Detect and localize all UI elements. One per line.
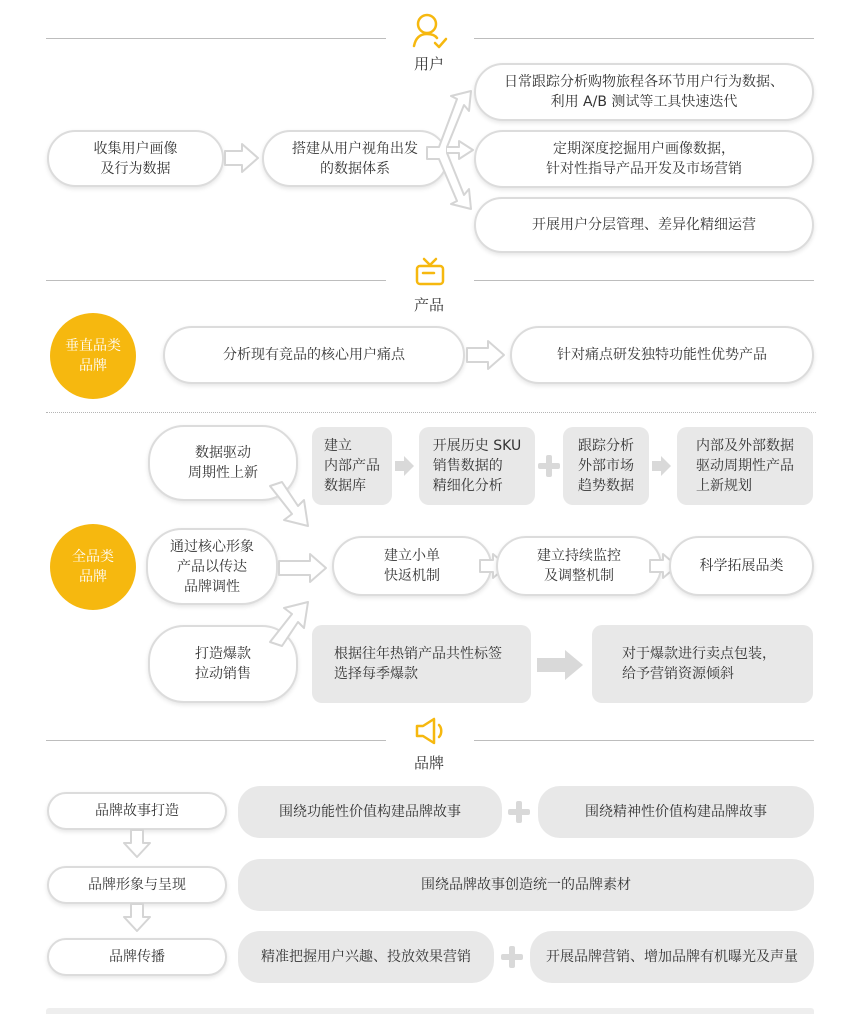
section-title-brand: 品牌	[413, 754, 444, 772]
unified-assets-pill: 围绕品牌故事创造统一的品牌素材	[238, 859, 814, 911]
outcome-segment-ops: 开展用户分层管理、差异化精细运营	[474, 197, 814, 253]
outcome-mine-profile: 定期深度挖掘用户画像数据， 针对性指导产品开发及市场营销	[474, 130, 814, 188]
hit-product-bubble: 打造爆款 拉动销售	[148, 625, 298, 703]
expand-category-node: 科学拓展品类	[669, 536, 814, 596]
build-internal-db-box: 建立 内部产品 数据库	[312, 427, 392, 505]
develop-product-node: 针对痛点研发独特功能性优势产品	[510, 326, 814, 384]
functional-story-pill: 围绕功能性价值构建品牌故事	[238, 786, 502, 838]
brand-image-stage: 品牌形象与呈现	[47, 866, 227, 904]
divider-line	[46, 38, 386, 39]
data-driven-bubble: 数据驱动 周期性上新	[148, 425, 298, 501]
analyze-pain-points-node: 分析现有竞品的核心用户痛点	[163, 326, 465, 384]
arrow-up-right-icon	[268, 598, 318, 648]
collect-user-data-node: 收集用户画像 及行为数据	[47, 130, 224, 187]
divider-line	[474, 38, 814, 39]
periodic-launch-box: 内部及外部数据 驱动周期性产品 上新规划	[677, 427, 813, 505]
arrow-right-icon	[278, 552, 328, 584]
arrow-right-icon	[466, 339, 506, 371]
arrow-down-right-icon	[268, 480, 318, 530]
user-check-icon	[412, 12, 448, 52]
divider-line	[474, 740, 814, 741]
outcome-track-behavior: 日常跟踪分析购物旅程各环节用户行为数据、 利用 A/B 测试等工具快速迭代	[474, 63, 814, 121]
arrow-right-icon	[224, 142, 260, 174]
megaphone-icon	[414, 716, 450, 746]
bottom-edge-bar	[46, 1008, 814, 1014]
tv-icon	[414, 256, 446, 288]
divider-line	[46, 280, 386, 281]
precise-marketing-pill: 精准把握用户兴趣、投放效果营销	[238, 931, 494, 983]
user-data-system-node: 搭建从用户视角出发 的数据体系	[262, 130, 448, 187]
select-hit-box: 根据往年热销产品共性标签 选择每季爆款	[312, 625, 531, 703]
arrow-right-icon	[537, 650, 583, 680]
arrow-right-icon	[395, 456, 415, 476]
plus-icon	[538, 455, 560, 477]
spiritual-story-pill: 围绕精神性价值构建品牌故事	[538, 786, 814, 838]
monitor-adjust-node: 建立持续监控 及调整机制	[496, 536, 662, 596]
sku-analysis-box: 开展历史 SKU 销售数据的 精细化分析	[419, 427, 535, 505]
brand-spread-stage: 品牌传播	[47, 938, 227, 976]
section-title-product: 产品	[413, 296, 444, 314]
hit-packaging-box: 对于爆款进行卖点包装， 给予营销资源倾斜	[592, 625, 813, 703]
divider-line	[474, 280, 814, 281]
core-image-bubble: 通过核心形象 产品以传达 品牌调性	[146, 528, 278, 605]
vertical-brand-badge: 垂直品类 品牌	[50, 313, 136, 399]
fork-arrow-icon	[425, 75, 475, 225]
arrow-right-icon	[652, 456, 672, 476]
track-market-box: 跟踪分析 外部市场 趋势数据	[563, 427, 649, 505]
full-category-brand-badge: 全品类 品牌	[50, 524, 136, 610]
plus-icon	[501, 946, 523, 968]
plus-icon	[508, 801, 530, 823]
section-title-user: 用户	[413, 55, 444, 73]
dotted-divider	[46, 412, 816, 413]
arrow-down-icon	[122, 903, 152, 933]
divider-line	[46, 740, 386, 741]
arrow-down-icon	[122, 829, 152, 859]
small-order-node: 建立小单 快返机制	[332, 536, 492, 596]
brand-story-stage: 品牌故事打造	[47, 792, 227, 830]
brand-marketing-pill: 开展品牌营销、增加品牌有机曝光及声量	[530, 931, 814, 983]
